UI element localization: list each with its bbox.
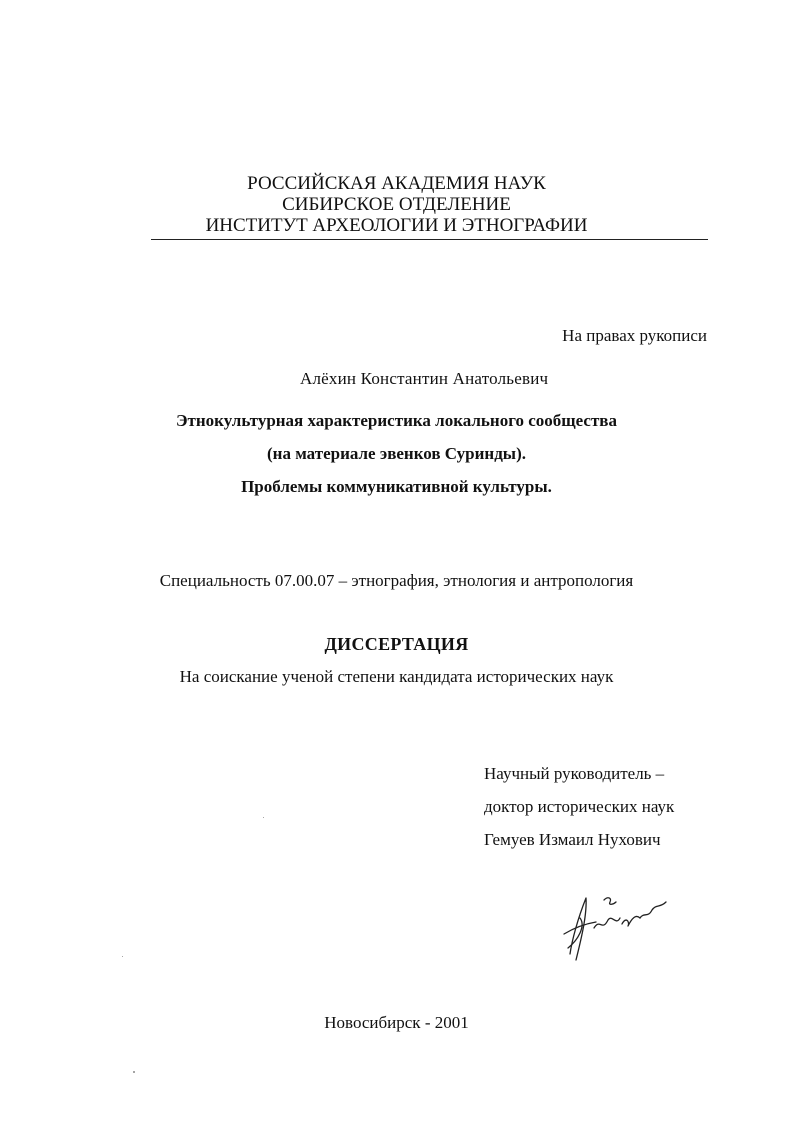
title-line-3: Проблемы коммуникативной культуры. (241, 477, 552, 496)
handwritten-signature (556, 888, 672, 964)
scan-speck (263, 817, 264, 818)
supervisor-name: Гемуев Измаил Нухович (484, 830, 661, 849)
place-and-year: Новосибирск - 2001 (324, 1013, 469, 1032)
supervisor-role: Научный руководитель – (484, 764, 665, 783)
title-line-1: Этнокультурная характеристика локального сообщества (176, 411, 617, 430)
degree-line: На соискание ученой степени кандидата исторических наук (179, 667, 614, 686)
title-line-2: (на материале эвенков Суринды). (267, 444, 526, 463)
author-name: Алёхин Константин Анатольевич (300, 369, 549, 388)
dissertation-heading: ДИССЕРТАЦИЯ (324, 634, 469, 654)
scan-speck (122, 956, 123, 957)
supervisor-degree: доктор исторических наук (484, 797, 675, 816)
institution-line-3: ИНСТИТУТ АРХЕОЛОГИИ И ЭТНОГРАФИИ (205, 215, 588, 236)
institution-line-2: СИБИРСКОЕ ОТДЕЛЕНИЕ (282, 194, 511, 215)
specialty-line: Специальность 07.00.07 – этнография, этнология и антропология (159, 571, 634, 590)
manuscript-note: На правах рукописи (562, 326, 707, 345)
institution-line-1: РОССИЙСКАЯ АКАДЕМИЯ НАУК (247, 173, 546, 194)
header-divider (151, 239, 708, 240)
scan-speck (133, 1071, 135, 1073)
